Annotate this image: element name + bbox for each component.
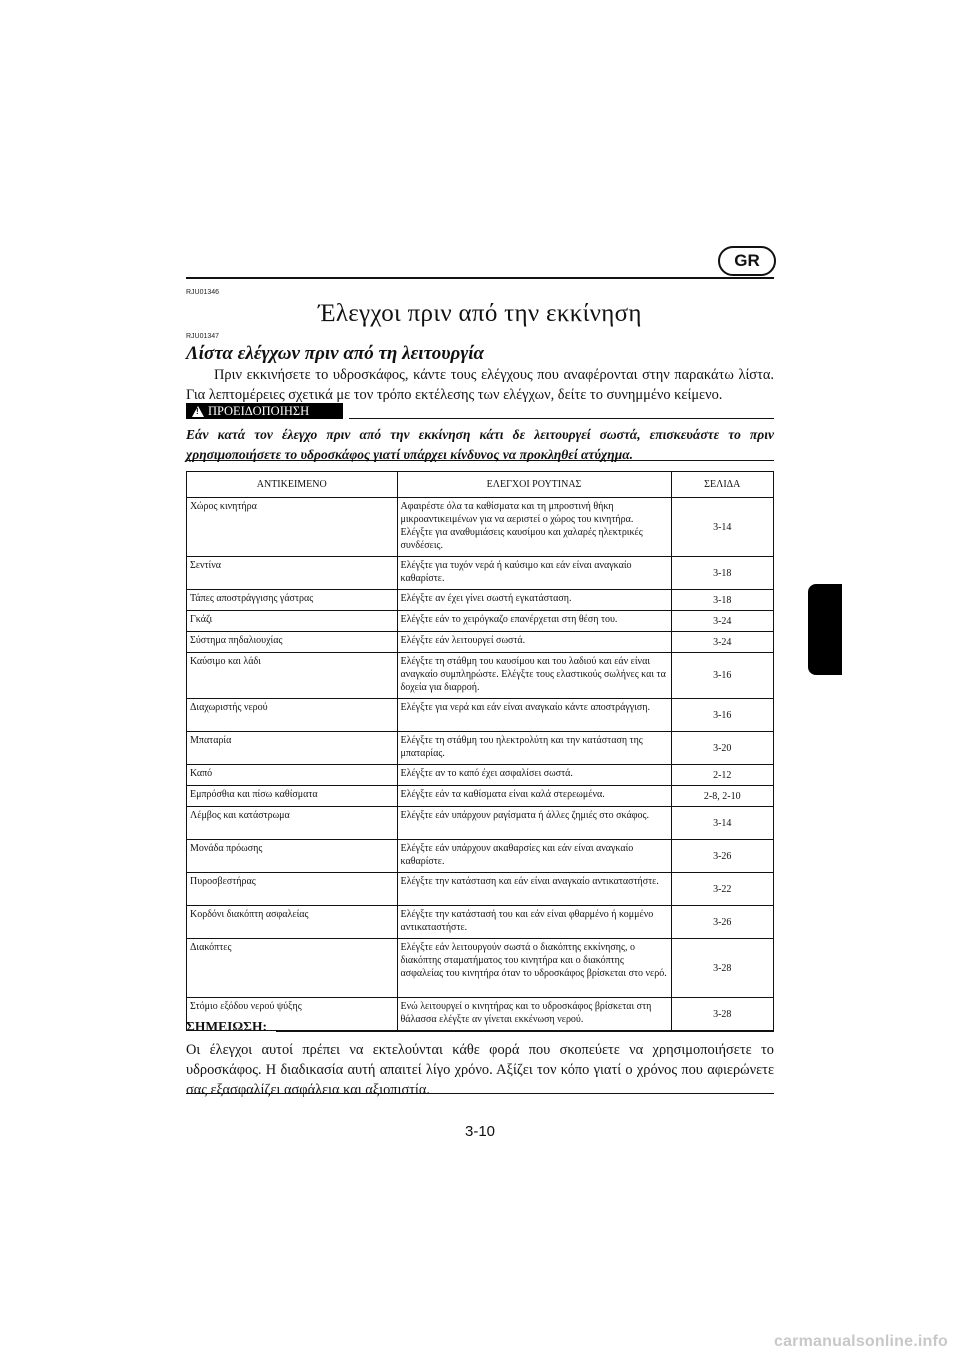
warning-label bbox=[186, 403, 343, 419]
table-row bbox=[187, 653, 774, 699]
chapter-thumb-tab bbox=[808, 584, 842, 675]
section-code: RJU01346 bbox=[186, 289, 220, 296]
header-rule bbox=[186, 277, 774, 279]
warning-triangle-icon bbox=[192, 406, 204, 417]
row-item: Σεντίνα bbox=[187, 557, 398, 590]
row-check: Ελέγξτε εάν τα καθίσματα είναι καλά στερεωμένα. bbox=[397, 786, 671, 807]
warning-label-text: ΠΡΟΕΙΔΟΠΟΙΗΣΗ bbox=[208, 404, 310, 418]
table-row bbox=[187, 840, 774, 873]
row-check: Ελέγξτε αν έχει γίνει σωστή εγκατάσταση. bbox=[397, 590, 671, 611]
page-number: 3-10 bbox=[464, 1123, 496, 1140]
header-page: ΣΕΛΙΔΑ bbox=[671, 472, 773, 498]
table-row bbox=[187, 732, 774, 765]
row-page: 3-14 bbox=[671, 498, 773, 557]
row-item: Τάπες αποστράγγισης γάστρας bbox=[187, 590, 398, 611]
table-row bbox=[187, 939, 774, 998]
row-item: Σύστημα πηδαλιουχίας bbox=[187, 632, 398, 653]
table-row bbox=[187, 906, 774, 939]
table-row bbox=[187, 498, 774, 557]
row-page: 3-20 bbox=[671, 732, 773, 765]
header-checks: ΕΛΕΓΧΟΙ ΡΟΥΤΙΝΑΣ bbox=[397, 472, 671, 498]
table-row bbox=[187, 873, 774, 906]
row-item: Εμπρόσθια και πίσω καθίσματα bbox=[187, 786, 398, 807]
row-page: 3-14 bbox=[671, 807, 773, 840]
watermark: carmanualsonline.info bbox=[773, 1333, 948, 1350]
row-check: Ελέγξτε εάν λειτουργούν σωστά ο διακόπτης εκκίνησης, ο διακόπτης σταματήματος του κινητήρα και ο διακόπτης ασφαλείας του κινητήρα όταν το υδροσκάφος βρίσκεται στο νερό. bbox=[397, 939, 671, 998]
row-item: Γκάζι bbox=[187, 611, 398, 632]
row-item: Χώρος κινητήρα bbox=[187, 498, 398, 557]
row-page: 3-18 bbox=[671, 557, 773, 590]
row-check: Αφαιρέστε όλα τα καθίσματα και τη μπροστινή θήκη μικροαντικειμένων για να αεριστεί ο χώρος του κινητήρα. Ελέγξτε για αναθυμιάσεις καυσίμου και χαλαρές ηλεκτρικές συνδέσεις. bbox=[397, 498, 671, 557]
row-item: Λέμβος και κατάστρωμα bbox=[187, 807, 398, 840]
table-row bbox=[187, 765, 774, 786]
row-page: 3-22 bbox=[671, 873, 773, 906]
row-page: 2-8, 2-10 bbox=[671, 786, 773, 807]
row-item: Καπό bbox=[187, 765, 398, 786]
warning-text: Εάν κατά τον έλεγχο πριν από την εκκίνηση κάτι δε λειτουργεί σωστά, επισκευάστε το πριν χρησιμοποιήσετε το υδροσκάφος γιατί υπάρχει κίνδυνος να προκληθεί ατύχημα. bbox=[186, 427, 774, 462]
row-check: Ενώ λειτουργεί ο κινητήρας και το υδροσκάφος βρίσκεται στη θάλασσα ελέγξτε αν γίνεται εκκένωση νερού. bbox=[397, 998, 671, 1031]
row-page: 3-24 bbox=[671, 611, 773, 632]
table-row bbox=[187, 557, 774, 590]
row-page: 3-24 bbox=[671, 632, 773, 653]
row-page: 3-18 bbox=[671, 590, 773, 611]
table-row bbox=[187, 807, 774, 840]
row-page: 3-28 bbox=[671, 998, 773, 1031]
pre-operation-checklist-table bbox=[186, 471, 774, 1031]
row-check: Ελέγξτε τη στάθμη του καυσίμου και του λαδιού και εάν είναι αναγκαίο συμπληρώστε. Ελέγξτε τους ελαστικούς σωλήνες και τα δοχεία για διαρροή. bbox=[397, 653, 671, 699]
row-item: Πυροσβεστήρας bbox=[187, 873, 398, 906]
table-row bbox=[187, 998, 774, 1031]
row-check: Ελέγξτε εάν το χειρόγκαζο επανέρχεται στη θέση του. bbox=[397, 611, 671, 632]
row-item: Μονάδα πρόωσης bbox=[187, 840, 398, 873]
note-text: Οι έλεγχοι αυτοί πρέπει να εκτελούνται κάθε φορά που σκοπεύετε να χρησιμοποιήσετε το υδροσκάφος. Η διαδικασία αυτή απαιτεί λίγο χρόνο. Αξίζει τον κόπο γιατί ο χρόνος που αφιερώνετε σας εξασφαλίζει ασφάλεια και αξιοπιστία. bbox=[186, 1042, 774, 1098]
row-check: Ελέγξτε εάν υπάρχουν ραγίσματα ή άλλες ζημιές στο σκάφος. bbox=[397, 807, 671, 840]
table-row bbox=[187, 632, 774, 653]
language-badge: GR bbox=[718, 246, 776, 276]
row-item: Διακόπτες bbox=[187, 939, 398, 998]
row-check: Ελέγξτε για νερά και εάν είναι αναγκαίο κάντε αποστράγγιση. bbox=[397, 699, 671, 732]
row-check: Ελέγξτε τη στάθμη του ηλεκτρολύτη και την κατάσταση της μπαταρίας. bbox=[397, 732, 671, 765]
row-check: Ελέγξτε εάν υπάρχουν ακαθαρσίες και εάν είναι αναγκαίο καθαρίστε. bbox=[397, 840, 671, 873]
row-item: Καύσιμο και λάδι bbox=[187, 653, 398, 699]
note-bottom-rule bbox=[186, 1093, 774, 1094]
row-page: 3-16 bbox=[671, 653, 773, 699]
table-row bbox=[187, 590, 774, 611]
row-check: Ελέγξτε αν το καπό έχει ασφαλίσει σωστά. bbox=[397, 765, 671, 786]
row-page: 3-28 bbox=[671, 939, 773, 998]
row-check: Ελέγξτε την κατάστασή του και εάν είναι φθαρμένο ή κομμένο αντικαταστήστε. bbox=[397, 906, 671, 939]
warning-bottom-rule bbox=[186, 460, 774, 461]
row-page: 2-12 bbox=[671, 765, 773, 786]
note-rule bbox=[276, 1031, 774, 1032]
row-page: 3-16 bbox=[671, 699, 773, 732]
row-item: Στόμιο εξόδου νερού ψύξης bbox=[187, 998, 398, 1031]
header-item: ΑΝΤΙΚΕΙΜΕΝΟ bbox=[187, 472, 398, 498]
section-heading: Λίστα ελέγχων πριν από τη λειτουργία bbox=[186, 343, 485, 364]
table-row bbox=[187, 786, 774, 807]
row-item: Μπαταρία bbox=[187, 732, 398, 765]
row-page: 3-26 bbox=[671, 840, 773, 873]
row-check: Ελέγξτε την κατάσταση και εάν είναι αναγκαίο αντικαταστήστε. bbox=[397, 873, 671, 906]
row-item: Διαχωριστής νερού bbox=[187, 699, 398, 732]
warning-rule bbox=[349, 418, 774, 419]
row-item: Κορδόνι διακόπτη ασφαλείας bbox=[187, 906, 398, 939]
table-header-row bbox=[187, 472, 774, 498]
row-check: Ελέγξτε εάν λειτουργεί σωστά. bbox=[397, 632, 671, 653]
row-check: Ελέγξτε για τυχόν νερά ή καύσιμο και εάν είναι αναγκαίο καθαρίστε. bbox=[397, 557, 671, 590]
table-row bbox=[187, 699, 774, 732]
intro-paragraph: Πριν εκκινήσετε το υδροσκάφος, κάντε τους ελέγχους που αναφέρονται στην παρακάτω λίστα. Για λεπτομέρειες σχετικά με τον τρόπο εκτέλεσης των ελέγχων, δείτε το συνημμένο κείμενο. bbox=[186, 367, 774, 403]
page-title: Έλεγχοι πριν από την εκκίνηση bbox=[318, 300, 642, 327]
subsection-code: RJU01347 bbox=[186, 333, 220, 340]
row-page: 3-26 bbox=[671, 906, 773, 939]
note-label: ΣΗΜΕΙΩΣΗ: bbox=[186, 1019, 267, 1034]
table-row bbox=[187, 611, 774, 632]
